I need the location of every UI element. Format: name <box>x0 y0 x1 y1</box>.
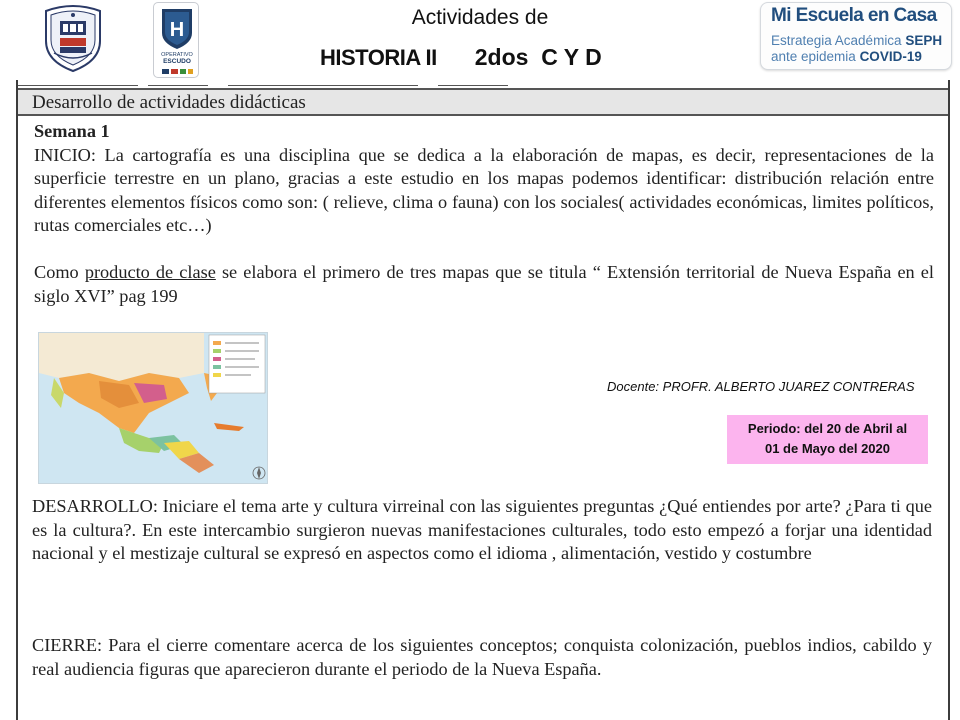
campaign-line2-bold: SEPH <box>905 33 943 48</box>
page-title-line1: Actividades de <box>411 6 549 29</box>
scanned-document <box>16 80 950 720</box>
subject-label: HISTORIA II <box>320 45 437 70</box>
campaign-line3-bold: COVID-19 <box>859 49 922 64</box>
campaign-line3 <box>771 49 922 64</box>
page-header <box>0 0 960 82</box>
producto-underlined: producto de clase <box>84 262 216 282</box>
teacher-name: Docente: PROFR. ALBERTO JUAREZ CONTRERAS <box>607 379 915 394</box>
mi-escuela-en-casa-badge <box>760 2 952 70</box>
svg-text:ESCUDO: ESCUDO <box>163 58 191 65</box>
week-label: Semana 1 <box>34 121 110 141</box>
producto-paragraph <box>34 261 934 308</box>
cut-off-table-row <box>18 80 948 88</box>
producto-suffix: se elabora el primero de tres mapas que se titula “ Extensión territorial de Nueva España en el siglo XVI” pag 199 <box>34 262 935 306</box>
section-title: Desarrollo de actividades didácticas <box>32 92 306 113</box>
groups-label: 2dos C Y D <box>474 44 602 70</box>
svg-text:H: H <box>169 19 185 41</box>
section-header-bar <box>18 88 948 116</box>
page-title-line2 <box>320 44 602 71</box>
producto-prefix: Como <box>34 262 85 282</box>
svg-text:OPERATIVO: OPERATIVO <box>161 52 193 58</box>
school-crest-icon <box>40 3 106 73</box>
cierre-paragraph: CIERRE: Para el cierre comentare acerca de los siguientes conceptos; conquista colonización, pueblos indios, cabildo y real audiencia figuras que aparecieron durante el periodo de la Nueva España. <box>32 635 932 679</box>
map-of-new-spain-icon <box>38 332 268 484</box>
operativo-escudo-icon <box>153 2 199 78</box>
campaign-line3-text: ante epidemia <box>771 49 860 64</box>
period-box <box>727 415 928 464</box>
period-line2: 01 de Mayo del 2020 <box>764 441 890 456</box>
campaign-line2-text: Estrategia Académica <box>771 33 906 48</box>
campaign-title: Mi Escuela en Casa <box>771 5 937 26</box>
campaign-line2 <box>771 33 942 48</box>
desarrollo-paragraph: DESARROLLO: Iniciare el tema arte y cultura virreinal con las siguientes preguntas ¿Qué entiendes por arte? ¿Para ti que es la cultura?. En este intercambio surgieron nuevas manifestaciones culturales, todo esto empezó a forjar una identidad nacional y el mestizaje cultural se expresó en aspectos como el idioma , alimentación, vestido y costumbre <box>32 496 932 563</box>
period-line1: Periodo: del 20 de Abril al <box>747 421 908 436</box>
inicio-paragraph: INICIO: La cartografía es una disciplina que se dedica a la elaboración de mapas, es decir, representaciones de la superficie terrestre en un plano, gracias a este estudio en los mapas podemos identificar: distribución relación entre diferentes elementos físicos como son: ( relieve, clima o fauna) con los sociales( actividades económicas, limites políticos, rutas comerciales etc…) <box>34 144 934 235</box>
paragraph-spacer <box>34 238 934 262</box>
document-body <box>34 120 934 308</box>
